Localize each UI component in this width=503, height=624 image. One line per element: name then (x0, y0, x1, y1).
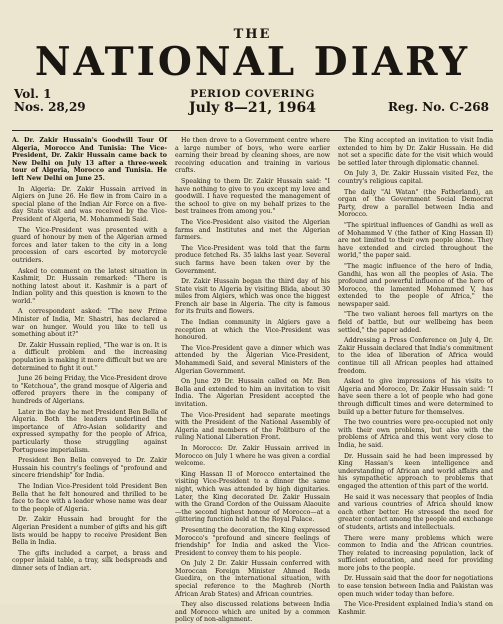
article-paragraph: The Vice-President gave a dinner which was attended by the Algerian Vice-President, Mohammedi Said, and several Ministers of the Algerian Government. (175, 344, 330, 375)
article-paragraph: Dr. Zakir Hussain replied, "The war is on. It is a difficult problem and the increasing population is making it more difficult but we are determined to fight it out." (12, 341, 167, 372)
issue-numbers: Nos. 28,29 (14, 100, 86, 114)
article-paragraph: He said it was necessary that peoples of India and various countries of Africa should know each other better. He stressed the need for greater contact among the people and exchange of students, artists and intellectuals. (338, 493, 494, 531)
masthead-title: NATIONAL DIARY (34, 39, 471, 85)
column-1 (12, 137, 167, 607)
article-paragraph: June 26 being Friday, the Vice-President drove to "Ketchoua", the grand mosque of Algeria and offered prayers there in the company of hundreds of Algerians. (12, 375, 167, 405)
article-paragraph: Asked to give impressions of his visits to Algeria and Morocco, Dr. Zakir Hussain said: "I have seen there a lot of people who had gone through difficult times and were determined to build up a better future for themselves. (338, 378, 493, 416)
column-3 (338, 137, 494, 616)
article-paragraph: The Vice-President also visited the Algerian farms and Institutes and met the Algerian farmers. (175, 218, 330, 242)
article-paragraph: The gifts included a carpet, a brass and copper inlaid table, a tray, silk bedspreads and dinner sets of Indian art. (12, 549, 167, 572)
article-paragraph: Later in the day he met President Ben Bella of Algeria. Both the leaders underlined the importance of Afro-Asian solidarity and expressed sympathy for the people of Africa, particularly those struggling against Portuguese imperialism. (12, 408, 167, 454)
article-paragraph: The Indian Vice-President told President Ben Bella that he felt honoured and thrilled to be face to face with a leader whose name was dear to the people of Algeria. (12, 482, 167, 513)
article-paragraph: There were many problems which were common to India and the African countries. They related to increasing population, lack of sufficient education, and need for providing more jobs to the people. (338, 534, 493, 572)
masthead-the: THE (233, 27, 272, 42)
article-paragraph: On July 2 Dr. Zakir Hussain conferred with Moroccan Foreign Minister Ahmed Reda Guedira, on the international situation, with special reference to the Maghreb (North African Arab States) and African countries. (175, 560, 330, 598)
article-paragraph: Addressing a Press Conference on July 4, Dr. Zakir Hussain declared that India's commitment to the idea of liberation of Africa would continue till all African peoples had attained freedom. (338, 337, 493, 375)
article-columns (12, 137, 494, 624)
article-paragraph: In Morocco: Dr. Zakir Hussain arrived in Morocco on July 1 where he was given a cordial welcome. (175, 444, 330, 468)
column-2 (175, 137, 330, 624)
article-paragraph: Dr. Hussain said he had been impressed by King Hassan's keen intelligence and understanding of African and world affairs and his sympathetic approach to problems that engaged the attention of this part of the world. (338, 452, 493, 490)
article-paragraph: Dr. Zakir Hussain had brought for the Algerian President a number of gifts and his gift lists would be happy to receive President Ben Bella in India. (12, 516, 167, 547)
article-paragraph: King Hassan II of Morocco entertained the visiting Vice-President to a dinner the same night, which was attended by high dignitaries. Later, the King decorated Dr. Zakir Hussain with the Grand Cordon of the Ouissam Alaouite—the second highest honour of Morocco—at a glittering function held at the Royal Palace. (175, 470, 330, 524)
article-paragraph: Speaking to them Dr. Zakir Hussain said: "I have nothing to give to you except my love and goodwill. I have requested the management of the school to give on my behalf prizes to the best trainees from among you." (175, 177, 330, 216)
article-paragraph: The Vice-President was presented with a guard of honour by men of the Algerian armed forces and later taken to the city in a long procession of cars escorted by motorcycle outriders. (12, 226, 167, 264)
period-dates: July 8—21, 1964 (188, 100, 317, 116)
volume-number: Vol. 1 (14, 87, 52, 101)
article-paragraph: "The spiritual influences of Gandhi as well as of Mohammed V (the father of King Hassan II) are not limited to their own people alone. They have extended and circled throughout the world," the paper said. (338, 221, 493, 260)
article-paragraph: Dr. Zakir Hussain began the third day of his State visit to Algeria by visiting Blida, about 30 miles from Algiers, which was once the biggest French air base in Algeria. The city is famous for its fruits and flowers. (175, 278, 330, 316)
registration-number: Reg. No. C-268 (387, 100, 489, 114)
article-paragraph: On June 29 Dr. Hussain called on Mr. Ben Bella and extended to him an invitation to visit India. The Algerian President accepted the invitation. (175, 378, 330, 408)
article-paragraph: On July 3, Dr. Zakir Hussain visited Fez, the country's religious capital. (338, 170, 493, 185)
article-paragraph: A correspondent asked: "The new Prime Minister of India, Mr. Shastri, has declared a war on hunger. Would you like to tell us something about it?" (12, 308, 167, 339)
article-paragraph: He then drove to a Government centre where a large number of boys, who were earlier earning their bread by cleaning shoes, are now receiving education and training in various crafts. (175, 137, 330, 175)
article-paragraph: The King accepted an invitation to visit India extended to him by Dr. Zakir Hussain. He did not set a specific date for the visit which would be settled later through diplomatic channel. (338, 137, 493, 167)
period-label: PERIOD COVERING (190, 88, 315, 100)
article-paragraph: They also discussed relations between India and Morocco which are united by a common policy of non-alignment. (175, 601, 330, 624)
article-paragraph: The Vice-President was told that the farm produce fetched Rs. 35 lakhs last year. Several such farms have been taken over by the Government. (175, 244, 330, 275)
article-paragraph: The daily "Al Watan" (the Fatherland), an organ of the Government Social Democrat Party, drew a parallel between India and Morocco. (338, 188, 493, 219)
article-paragraph: The two countries were pre-occupied not only with their own problems, but also with the problems of Africa and this went very close to India, he said. (338, 419, 493, 449)
article-paragraph: "The two valiant heroes fell martyrs on the field of battle, but our wellbeing has been settled," the paper added. (338, 311, 493, 334)
article-paragraph: The Vice-President had separate meetings with the President of the National Assembly of Algeria and members of the Politburo of the ruling National Liberation Front. (175, 411, 330, 442)
issue-info-bar (12, 86, 493, 131)
article-paragraph: President Ben Bella conveyed to Dr. Zakir Hussain his country's feelings of "profound and sincere friendship" for India. (12, 457, 167, 480)
article-paragraph: "The magic influence of the hero of India, Gandhi, has won all the peoples of Asia. The profound and powerful influence of the hero of Morocco, the lamented Mohammed V, has extended to the people of Africa," the newspaper said. (338, 262, 493, 308)
article-paragraph: A. Dr. Zakir Hussain's Goodwill Tour Of Algeria, Morocco And Tunisia: The Vice-President, Dr. Zakir Hussain came back to New Delhi on July 13 after a three-week tour of Algeria, Morocco and Tunisia. He left New Delhi on June 25. (12, 137, 167, 182)
article-paragraph: Asked to comment on the latest situation in Kashmir, Dr. Hussain remarked: "There is nothing latest about it. Kashmir is a part of Indian polity and this question is known to the world." (12, 267, 167, 305)
article-paragraph: In Algeria: Dr. Zakir Hussain arrived in Algiers on June 26. He flew in from Cairo in a special plane of the Indian Air Force on a five-day State visit and was received by the Vice-President of Algeria, M. Mohammedi Said. (12, 185, 167, 223)
article-paragraph: Presenting the decoration, the King expressed Morocco's "profound and sincere feelings of friendship" for India and asked the Vice-President to convey them to his people. (175, 526, 330, 557)
article-paragraph: The Vice-President explained India's stand on Kashmir. (338, 601, 493, 616)
article-paragraph: Dr. Hussain said that the door for negotiations to ease tension between India and Pakistan was open much wider today than before. (338, 575, 493, 598)
article-paragraph: The Indian community in Algiers gave a reception at which the Vice-President was honoured. (175, 319, 330, 342)
